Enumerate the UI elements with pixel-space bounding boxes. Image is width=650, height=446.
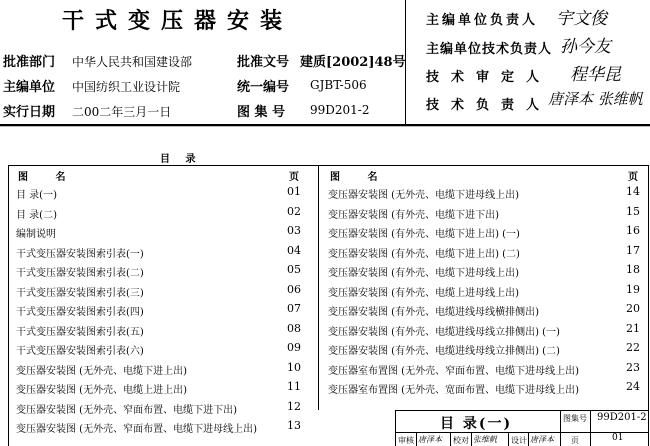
toc-entry-page: 19 [626, 282, 640, 296]
toc-entry-page: 14 [626, 185, 640, 198]
tb-atlas-no: 99D201-2 [597, 412, 647, 423]
toc-entry-page: 18 [626, 263, 640, 276]
design-signature: 唐泽本 [530, 435, 554, 444]
toc-entry-name: 变压器安装图 (有外壳、电缆上进母线上出) [328, 287, 519, 299]
toc-entry-name: 变压器安装图 (无外壳、电缆下进母线上出) [328, 190, 519, 201]
sig-role-3: 技术负责人 [426, 98, 552, 113]
toc-entry-name: 目 录(二) [16, 209, 57, 221]
review-label: 审核 [398, 436, 414, 445]
tb-page-label: 页 [571, 436, 579, 445]
toc-entry-name: 变压器室布置图 (无外壳、窄面布置、电缆下进母线上出) [328, 365, 579, 377]
sig-name-3: 唐泽本 张维帆 [548, 90, 643, 108]
toc-entry-name: 目 录(一) [16, 190, 57, 201]
sig-role-1: 主编单位技术负责人 [426, 42, 553, 57]
toc-entry-page: 17 [626, 243, 640, 257]
toc-entry-name: 干式变压器安装图索引表(三) [16, 287, 144, 299]
toc-col-page-right: 页 [628, 172, 638, 183]
toc-entry-page: 06 [287, 282, 301, 296]
toc-entry-name: 变压器安装图 (无外壳、窄面布置、电缆下进母线上出) [16, 424, 257, 435]
sig-name-2: 程华昆 [570, 65, 621, 85]
design-label: 设计 [511, 436, 527, 445]
atlas-title: 干式变压器安装 [62, 8, 294, 34]
toc-entry-name: 变压器安装图 (有外壳、电缆下进下出) [328, 209, 499, 221]
toc-entry-name: 变压器安装图 (有外壳、电缆进线母线立排侧出) (二) [328, 346, 560, 357]
toc-entry-page: 05 [287, 263, 301, 276]
editor-unit-value: 中国纺织工业设计院 [72, 80, 181, 94]
toc-entry-page: 15 [626, 204, 640, 218]
toc-entry-name: 变压器安装图 (无外壳、电缆下进上出) [16, 365, 187, 377]
approval-doc-label: 批准文号 [237, 55, 290, 70]
toc-entry-page: 01 [287, 185, 301, 198]
unified-no-value: GJBT-506 [310, 78, 367, 92]
toc-entry-page: 24 [626, 380, 640, 393]
toc-entry-page: 16 [626, 224, 640, 237]
toc-entry-page: 02 [287, 204, 301, 218]
toc-col-name-left: 图 名 [18, 172, 78, 183]
toc-entry-name: 干式变压器安装图索引表(六) [16, 346, 144, 357]
toc-entry-page: 07 [287, 302, 301, 315]
toc-entry-name: 干式变压器安装图索引表(五) [16, 326, 144, 338]
toc-entry-name: 变压器安装图 (有外壳、电缆下进上出) (二) [328, 248, 520, 260]
check-label: 校对 [453, 436, 469, 445]
toc-entry-page: 09 [287, 341, 301, 354]
toc-entry-page: 13 [287, 419, 301, 432]
toc-entry-page: 22 [626, 341, 640, 354]
approval-doc-value: 建质[2002]48号 [300, 55, 406, 70]
atlas-no-label: 图 集 号 [237, 105, 286, 120]
impl-date-label: 实行日期 [3, 105, 56, 120]
toc-entry-name: 变压器安装图 (有外壳、电缆进线母线立排侧出) (一) [328, 326, 560, 338]
toc-heading: 目 录 [160, 154, 202, 165]
toc-entry-name: 变压器安装图 (无外壳、电缆上进上出) [16, 385, 187, 396]
toc-entry-name: 变压器安装图 (有外壳、电缆下进母线上出) [328, 268, 519, 279]
approval-dept-label: 批准部门 [3, 55, 56, 70]
toc-col-name-right: 图 名 [330, 172, 390, 183]
toc-entry-name: 变压器室布置图 (无外壳、宽面布置、电缆下进母线上出) [328, 385, 579, 396]
toc-entry-page: 12 [287, 399, 301, 413]
sig-role-0: 主编单位负责人 [426, 13, 539, 28]
toc-entry-page: 11 [287, 380, 301, 393]
toc-entry-page: 03 [287, 224, 301, 237]
toc-entry-name: 变压器安装图 (有外壳、电缆下进上出) (一) [328, 229, 520, 240]
toc-entry-page: 21 [626, 321, 640, 335]
editor-unit-label: 主编单位 [3, 80, 56, 95]
check-signature: 张维帆 [473, 435, 497, 444]
toc-entry-name: 编制说明 [16, 229, 56, 240]
tb-page-no: 01 [612, 433, 624, 443]
sig-role-2: 技术审定人 [426, 70, 552, 85]
toc-entry-page: 08 [287, 321, 301, 335]
review-signature: 唐泽本 [418, 435, 442, 444]
toc-entry-name: 干式变压器安装图索引表(四) [16, 307, 144, 318]
atlas-no-value: 99D201-2 [310, 103, 370, 117]
toc-col-page-left: 页 [289, 172, 299, 183]
toc-entry-name: 干式变压器安装图索引表(一) [16, 248, 144, 260]
toc-entry-page: 23 [626, 360, 640, 374]
drawing-title: 目 录(一) [440, 416, 513, 432]
sig-name-1: 孙今友 [560, 37, 611, 57]
toc-entry-page: 10 [287, 360, 301, 374]
unified-no-label: 统一编号 [237, 80, 290, 95]
sig-name-0: 宇文俊 [556, 9, 607, 29]
toc-entry-page: 20 [626, 302, 640, 315]
toc-entry-name: 干式变压器安装图索引表(二) [16, 268, 144, 279]
approval-dept-value: 中华人民共和国建设部 [72, 55, 193, 69]
tb-atlas-no-label: 图集号 [563, 414, 587, 423]
toc-entry-name: 变压器安装图 (有外壳、电缆进线母线横排侧出) [328, 307, 539, 318]
toc-entry-name: 变压器安装图 (无外壳、窄面布置、电缆下进下出) [16, 404, 237, 416]
toc-entry-page: 04 [287, 243, 301, 257]
impl-date-value: 二00二年三月一日 [72, 105, 172, 119]
